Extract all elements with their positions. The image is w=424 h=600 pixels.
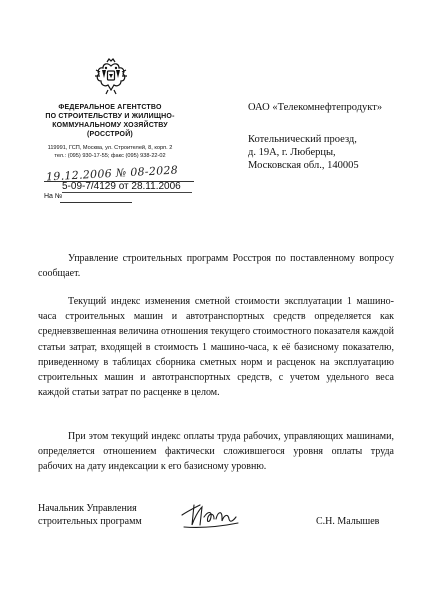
coat-of-arms-icon xyxy=(94,58,128,96)
in-reply-to-underline xyxy=(60,202,132,203)
recipient-address-line: Котельнический проезд, xyxy=(248,134,357,145)
signatory-name: С.Н. Малышев xyxy=(316,516,380,527)
handwritten-date-number: 19.12.2006 № 08-2028 xyxy=(45,163,179,184)
reference-underline xyxy=(62,192,192,193)
recipient-address-line: Московская обл., 140005 xyxy=(248,160,359,171)
agency-contacts-line: тел.: (095) 930-17-55; факс (095) 938-22-02 xyxy=(54,153,166,159)
handwritten-signature-icon xyxy=(178,497,242,533)
recipient-address-line: д. 19А, г. Люберцы, xyxy=(248,147,336,158)
agency-address-line: 119991, ГСП, Москва, ул. Строителей, 8, корп. 2 xyxy=(47,145,173,151)
body-paragraph: Управление строительных программ Росстроя по поставленному вопросу сообщает. xyxy=(38,253,394,280)
signatory-position-line: Начальник Управления xyxy=(38,503,137,514)
in-reply-to-label: На № xyxy=(44,193,63,200)
recipient-organization: ОАО «Телекомнефтепродукт» xyxy=(248,102,383,113)
agency-name-line: ПО СТРОИТЕЛЬСТВУ И ЖИЛИЩНО- xyxy=(45,113,175,120)
agency-name-line: КОММУНАЛЬНОМУ ХОЗЯЙСТВУ xyxy=(52,122,168,129)
body-paragraph: При этом текущий индекс оплаты труда рабочих, управляющих машинами, определяется отношением фактически сложившегося уровня оплаты труда рабочих на дату индексации к его базисному уровню. xyxy=(38,431,394,473)
signatory-position-line: строительных программ xyxy=(38,516,142,527)
agency-name-line: ФЕДЕРАЛЬНОЕ АГЕНТСТВО xyxy=(58,104,162,111)
body-paragraph: Текущий индекс изменения сметной стоимости эксплуатации 1 машино-часа строительных машин и автотранспортных средств определяется как средневзвешенная величина отношения текущего стоимостного показателя каждой статьи затрат, входящей в стоимость 1 машино-часа, к её базисному показателю, приведенному в таблицах сборника сметных норм и расценок на эксплуатацию строительных машин и автотранспортных средств, с учетом удельного веса каждой статьи затрат по расценке в целом. xyxy=(38,296,394,399)
agency-name-line: (РОССТРОЙ) xyxy=(87,131,133,138)
reference-number: 5-09-7/4129 от 28.11.2006 xyxy=(62,181,181,192)
